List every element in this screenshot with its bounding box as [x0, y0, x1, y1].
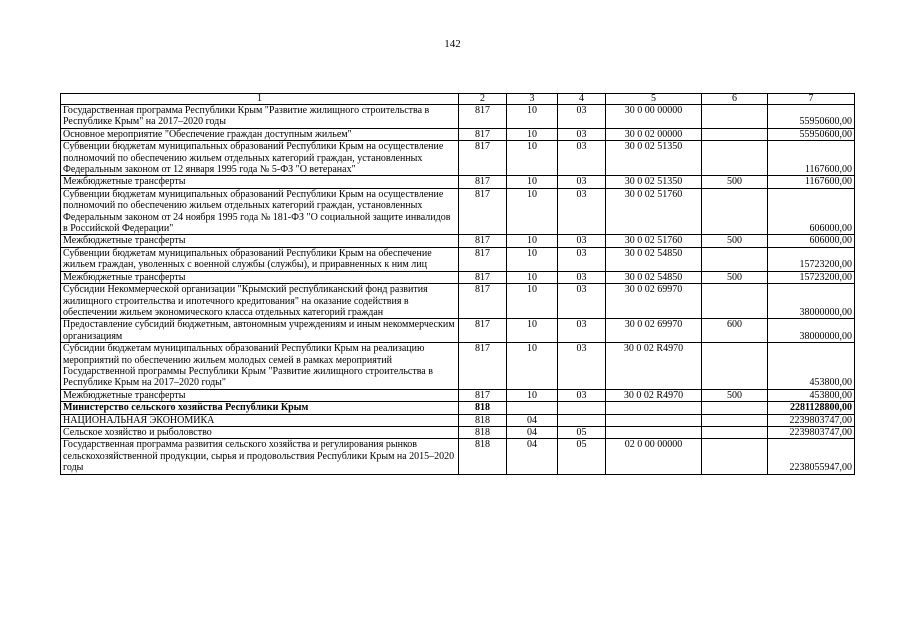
cell-subsection: 03 — [558, 319, 606, 343]
column-header: 5 — [606, 94, 702, 105]
cell-subsection: 03 — [558, 141, 606, 176]
cell-section: 10 — [507, 141, 558, 176]
cell-name: Межбюджетные трансферты — [61, 235, 459, 247]
table-row — [61, 319, 855, 343]
table-row — [61, 343, 855, 390]
column-header: 1 — [61, 94, 459, 105]
cell-subsection: 05 — [558, 439, 606, 474]
cell-target-article: 30 0 02 54850 — [606, 271, 702, 283]
cell-expense-type — [702, 402, 768, 414]
table-row — [61, 141, 855, 176]
cell-admin-code: 817 — [459, 389, 507, 401]
cell-name: Межбюджетные трансферты — [61, 176, 459, 188]
column-header: 7 — [768, 94, 855, 105]
cell-name: Сельское хозяйство и рыболовство — [61, 426, 459, 438]
cell-name: Субвенции бюджетам муниципальных образований Республики Крым на осуществление полномочий по обеспечению жильем отдельных категорий граждан, установленных Федеральным законом от 12 января 1995 года № 5-ФЗ "О ветеранах" — [61, 141, 459, 176]
cell-expense-type: 500 — [702, 176, 768, 188]
cell-expense-type: 500 — [702, 389, 768, 401]
table-row — [61, 188, 855, 235]
table-row — [61, 271, 855, 283]
cell-target-article — [606, 414, 702, 426]
cell-name: Основное мероприятие "Обеспечение граждан доступным жильем" — [61, 128, 459, 140]
cell-target-article: 30 0 00 00000 — [606, 105, 702, 129]
cell-expense-type — [702, 343, 768, 390]
cell-amount: 1167600,00 — [768, 141, 855, 176]
table-row — [61, 439, 855, 474]
cell-subsection: 03 — [558, 343, 606, 390]
cell-target-article — [606, 402, 702, 414]
cell-subsection — [558, 414, 606, 426]
cell-amount: 1167600,00 — [768, 176, 855, 188]
cell-amount: 15723200,00 — [768, 247, 855, 271]
cell-expense-type: 500 — [702, 235, 768, 247]
table-row — [61, 402, 855, 414]
cell-name: Межбюджетные трансферты — [61, 389, 459, 401]
cell-subsection: 03 — [558, 389, 606, 401]
cell-amount: 15723200,00 — [768, 271, 855, 283]
cell-name: Государственная программа Республики Крым "Развитие жилищного строительства в Республике Крым" на 2017–2020 годы — [61, 105, 459, 129]
table-row — [61, 105, 855, 129]
cell-subsection: 03 — [558, 128, 606, 140]
table-row — [61, 426, 855, 438]
cell-admin-code: 818 — [459, 426, 507, 438]
cell-admin-code: 817 — [459, 105, 507, 129]
cell-section: 10 — [507, 389, 558, 401]
cell-amount: 606000,00 — [768, 188, 855, 235]
column-header: 3 — [507, 94, 558, 105]
cell-target-article: 30 0 02 R4970 — [606, 389, 702, 401]
cell-subsection: 03 — [558, 105, 606, 129]
cell-subsection: 03 — [558, 235, 606, 247]
cell-expense-type — [702, 188, 768, 235]
cell-name: Межбюджетные трансферты — [61, 271, 459, 283]
cell-target-article: 30 0 02 51760 — [606, 235, 702, 247]
cell-section: 10 — [507, 247, 558, 271]
cell-target-article: 30 0 02 51760 — [606, 188, 702, 235]
cell-target-article: 30 0 02 R4970 — [606, 343, 702, 390]
cell-section — [507, 402, 558, 414]
column-header: 2 — [459, 94, 507, 105]
cell-section: 10 — [507, 128, 558, 140]
cell-amount: 55950600,00 — [768, 105, 855, 129]
cell-amount: 55950600,00 — [768, 128, 855, 140]
cell-section: 10 — [507, 235, 558, 247]
cell-section: 10 — [507, 319, 558, 343]
cell-expense-type — [702, 284, 768, 319]
cell-admin-code: 817 — [459, 319, 507, 343]
cell-admin-code: 817 — [459, 176, 507, 188]
cell-amount: 2239803747,00 — [768, 414, 855, 426]
cell-expense-type — [702, 128, 768, 140]
table-row — [61, 176, 855, 188]
cell-admin-code: 818 — [459, 414, 507, 426]
cell-expense-type: 600 — [702, 319, 768, 343]
cell-section: 10 — [507, 271, 558, 283]
cell-expense-type — [702, 141, 768, 176]
cell-expense-type — [702, 439, 768, 474]
cell-admin-code: 817 — [459, 235, 507, 247]
cell-target-article: 02 0 00 00000 — [606, 439, 702, 474]
cell-subsection: 05 — [558, 426, 606, 438]
cell-admin-code: 817 — [459, 188, 507, 235]
cell-section: 04 — [507, 439, 558, 474]
cell-section: 10 — [507, 343, 558, 390]
cell-name: Министерство сельского хозяйства Республики Крым — [61, 402, 459, 414]
cell-target-article: 30 0 02 69970 — [606, 284, 702, 319]
cell-name: НАЦИОНАЛЬНАЯ ЭКОНОМИКА — [61, 414, 459, 426]
table-row — [61, 235, 855, 247]
cell-amount: 2239803747,00 — [768, 426, 855, 438]
cell-admin-code: 818 — [459, 402, 507, 414]
cell-admin-code: 817 — [459, 247, 507, 271]
cell-expense-type — [702, 426, 768, 438]
budget-table — [60, 93, 855, 475]
cell-target-article: 30 0 02 51350 — [606, 141, 702, 176]
cell-admin-code: 817 — [459, 284, 507, 319]
table-row — [61, 284, 855, 319]
cell-section: 10 — [507, 105, 558, 129]
cell-admin-code: 818 — [459, 439, 507, 474]
cell-name: Субсидии Некоммерческой организации "Крымский республиканский фонд развития жилищного строительства и ипотечного кредитования" на оказание содействия в обеспечении жильем экономического класса отдельных категорий граждан — [61, 284, 459, 319]
cell-admin-code: 817 — [459, 343, 507, 390]
cell-admin-code: 817 — [459, 271, 507, 283]
cell-subsection: 03 — [558, 271, 606, 283]
cell-target-article — [606, 426, 702, 438]
cell-subsection — [558, 402, 606, 414]
cell-name: Субсидии бюджетам муниципальных образований Республики Крым на реализацию мероприятий по обеспечению жильем молодых семей в рамках мероприятий Государственной программы Республики Крым "Развитие жилищного строительства в Республике Крым на 2017–2020 годы" — [61, 343, 459, 390]
table-row — [61, 247, 855, 271]
cell-amount: 38000000,00 — [768, 319, 855, 343]
cell-name: Предоставление субсидий бюджетным, автономным учреждениям и иным некоммерческим организациям — [61, 319, 459, 343]
cell-name: Государственная программа развития сельского хозяйства и регулирования рынков сельскохозяйственной продукции, сырья и продовольствия Республики Крым на 2015–2020 годы — [61, 439, 459, 474]
cell-target-article: 30 0 02 54850 — [606, 247, 702, 271]
cell-section: 04 — [507, 426, 558, 438]
cell-amount: 606000,00 — [768, 235, 855, 247]
column-header-row — [61, 94, 855, 105]
cell-amount: 453800,00 — [768, 389, 855, 401]
cell-section: 10 — [507, 176, 558, 188]
cell-amount: 2281128800,00 — [768, 402, 855, 414]
column-header: 4 — [558, 94, 606, 105]
cell-subsection: 03 — [558, 247, 606, 271]
cell-subsection: 03 — [558, 176, 606, 188]
cell-target-article: 30 0 02 51350 — [606, 176, 702, 188]
column-header: 6 — [702, 94, 768, 105]
cell-amount: 453800,00 — [768, 343, 855, 390]
cell-name: Субвенции бюджетам муниципальных образований Республики Крым на обеспечение жильем граждан, уволенных с военной службы (службы), и приравненных к ним лиц — [61, 247, 459, 271]
cell-admin-code: 817 — [459, 128, 507, 140]
cell-section: 10 — [507, 284, 558, 319]
cell-amount: 38000000,00 — [768, 284, 855, 319]
cell-admin-code: 817 — [459, 141, 507, 176]
cell-name: Субвенции бюджетам муниципальных образований Республики Крым на осуществление полномочий по обеспечению жильем отдельных категорий граждан, установленных Федеральным законом от 24 ноября 1995 года № 181-ФЗ "О социальной защите инвалидов в Российской Федерации" — [61, 188, 459, 235]
cell-expense-type — [702, 414, 768, 426]
cell-target-article: 30 0 02 00000 — [606, 128, 702, 140]
cell-amount: 2238055947,00 — [768, 439, 855, 474]
cell-section: 04 — [507, 414, 558, 426]
cell-expense-type: 500 — [702, 271, 768, 283]
cell-subsection: 03 — [558, 188, 606, 235]
table-row — [61, 414, 855, 426]
table-row — [61, 128, 855, 140]
cell-section: 10 — [507, 188, 558, 235]
cell-expense-type — [702, 105, 768, 129]
page-number: 142 — [444, 38, 461, 50]
cell-subsection: 03 — [558, 284, 606, 319]
cell-expense-type — [702, 247, 768, 271]
table-row — [61, 389, 855, 401]
cell-target-article: 30 0 02 69970 — [606, 319, 702, 343]
